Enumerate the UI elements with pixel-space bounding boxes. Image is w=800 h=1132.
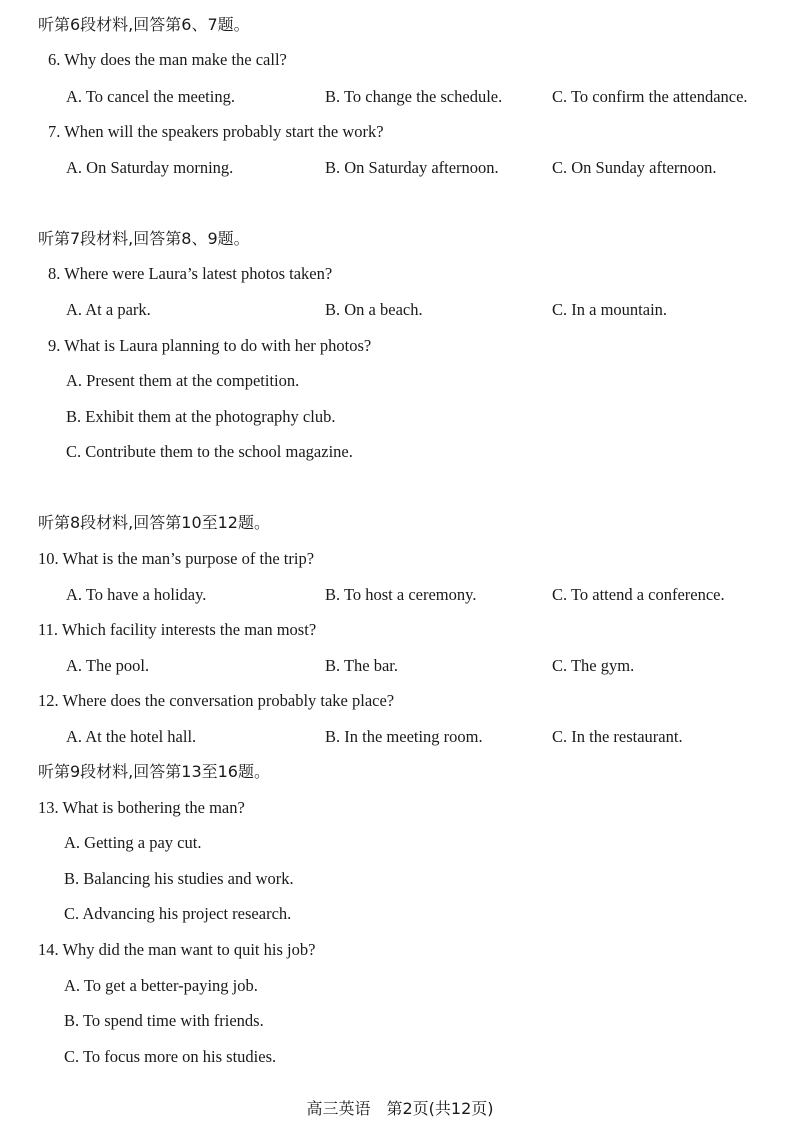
question-7-stem: 7. When will the speakers probably start the work? <box>48 122 384 141</box>
question-8-option-a: A. At a park. <box>66 300 151 319</box>
question-7-option-a: A. On Saturday morning. <box>66 158 234 177</box>
question-8-stem: 8. Where were Laura’s latest photos taken? <box>48 264 333 283</box>
question-12-option-c: C. In the restaurant. <box>552 727 683 746</box>
question-9-option-b: B. Exhibit them at the photography club. <box>66 407 336 426</box>
question-14-option-b: B. To spend time with friends. <box>64 1011 264 1030</box>
question-11-option-a: A. The pool. <box>66 656 150 675</box>
section-heading-8: 听第8段材料,回答第10至12题。 <box>38 513 270 532</box>
question-7-option-c: C. On Sunday afternoon. <box>552 158 717 177</box>
question-9-option-c: C. Contribute them to the school magazine. <box>66 442 353 461</box>
question-12-option-b: B. In the meeting room. <box>325 727 483 746</box>
question-7-option-b: B. On Saturday afternoon. <box>325 158 499 177</box>
question-8-option-c: C. In a mountain. <box>552 300 668 319</box>
question-10-option-a: A. To have a holiday. <box>66 585 207 604</box>
question-13-option-a: A. Getting a pay cut. <box>64 833 202 852</box>
question-10-option-b: B. To host a ceremony. <box>325 585 477 604</box>
question-6-option-a: A. To cancel the meeting. <box>66 87 235 106</box>
question-9-stem: 9. What is Laura planning to do with her photos? <box>48 336 372 355</box>
question-10-stem: 10. What is the man’s purpose of the trip? <box>38 549 315 568</box>
question-13-stem: 13. What is bothering the man? <box>38 798 245 817</box>
question-14-option-a: A. To get a better-paying job. <box>64 976 258 995</box>
question-6-stem: 6. Why does the man make the call? <box>48 50 287 69</box>
question-14-stem: 14. Why did the man want to quit his job? <box>38 940 316 959</box>
question-12-option-a: A. At the hotel hall. <box>66 727 197 746</box>
section-heading-9: 听第9段材料,回答第13至16题。 <box>38 762 270 781</box>
question-11-option-b: B. The bar. <box>325 656 399 675</box>
question-13-option-c: C. Advancing his project research. <box>64 904 292 923</box>
question-11-option-c: C. The gym. <box>552 656 635 675</box>
section-heading-6: 听第6段材料,回答第6、7题。 <box>38 15 250 34</box>
question-6-option-c: C. To confirm the attendance. <box>552 87 748 106</box>
page-footer: 高三英语 第2页(共12页) <box>306 1099 494 1118</box>
question-6-option-b: B. To change the schedule. <box>325 87 503 106</box>
question-13-option-b: B. Balancing his studies and work. <box>64 869 294 888</box>
question-14-option-c: C. To focus more on his studies. <box>64 1047 277 1066</box>
question-11-stem: 11. Which facility interests the man most? <box>38 620 317 639</box>
question-8-option-b: B. On a beach. <box>325 300 423 319</box>
question-10-option-c: C. To attend a conference. <box>552 585 725 604</box>
question-9-option-a: A. Present them at the competition. <box>66 371 300 390</box>
section-heading-7: 听第7段材料,回答第8、9题。 <box>38 229 250 248</box>
question-12-stem: 12. Where does the conversation probably take place? <box>38 691 395 710</box>
